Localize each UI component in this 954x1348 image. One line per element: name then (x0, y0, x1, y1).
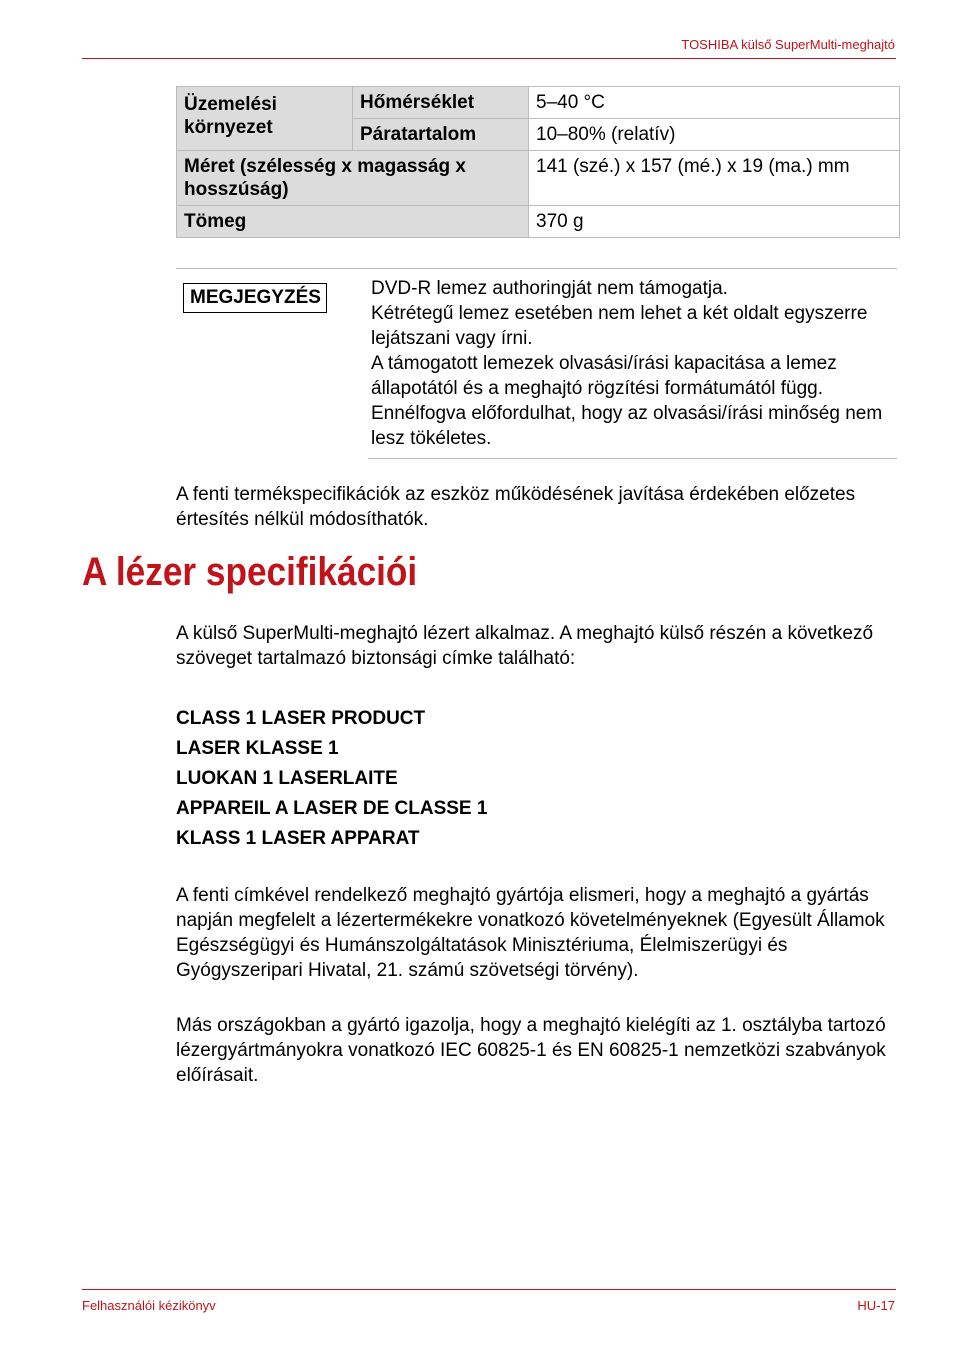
footer-rule (82, 1289, 896, 1290)
list-item: APPAREIL A LASER DE CLASSE 1 (176, 798, 488, 819)
list-item: CLASS 1 LASER PRODUCT (176, 708, 426, 729)
running-header: TOSHIBA külső SuperMulti-meghajtó (681, 37, 895, 52)
list-item: LUOKAN 1 LASERLAITE (176, 768, 398, 789)
list-item: KLASS 1 LASER APPARAT (176, 828, 420, 849)
note-badge: MEGJEGYZÉS (183, 283, 327, 313)
note-line: A támogatott lemezek olvasási/írási kapacitása a lemez állapotától és a meghajtó rögzítési formátumától függ. Ennélfogva előfordulhat, hogy az olvasási/írási minőség nem lesz tökéletes. (371, 353, 883, 449)
note-bottom-rule (368, 458, 897, 459)
table-row (177, 87, 900, 119)
temperature-label: Hőmérséklet (353, 87, 529, 119)
page-number: HU-17 (857, 1298, 895, 1313)
note-line: DVD-R lemez authoringját nem támogatja. (371, 278, 728, 299)
footer-manual-title: Felhasználói kézikönyv (82, 1298, 216, 1313)
temperature-value: 5–40 °C (529, 87, 900, 119)
list-item: LASER KLASSE 1 (176, 738, 339, 759)
humidity-value: 10–80% (relatív) (529, 119, 900, 151)
weight-label: Tömeg (177, 206, 529, 238)
laser-intro: A külső SuperMulti-meghajtó lézert alkalmaz. A meghajtó külső részén a következő szöveget tartalmazó biztonsági címke található: (176, 623, 874, 669)
note-top-rule (176, 268, 897, 269)
size-label: Méret (szélesség x magasság x hosszúság) (177, 151, 529, 206)
compliance-paragraph-intl: Más országokban a gyártó igazolja, hogy a meghajtó kielégíti az 1. osztályba tartozó lézergyártmányokra vonatkozó IEC 60825-1 és EN 60825-1 nemzetközi szabványok előírásait. (176, 1015, 886, 1086)
table-row (177, 206, 900, 238)
humidity-label: Páratartalom (353, 119, 529, 151)
operating-env-label: Üzemelési környezet (177, 87, 353, 151)
header-rule (82, 58, 896, 59)
weight-value: 370 g (529, 206, 900, 238)
size-value: 141 (szé.) x 157 (mé.) x 19 (ma.) mm (529, 151, 900, 206)
laser-label-list (176, 704, 487, 854)
spec-disclaimer: A fenti termékspecifikációk az eszköz működésének javítása érdekében előzetes értesítés nélkül módosíthatók. (176, 484, 856, 530)
spec-table (176, 86, 900, 238)
section-heading: A lézer specifikációi (82, 550, 418, 594)
compliance-paragraph: A fenti címkével rendelkező meghajtó gyártója elismeri, hogy a meghajtó a gyártás napján megfelelt a lézertermékekre vonatkozó követelményeknek (Egyesült Államok Egészségügyi és Humánszolgáltatások Minisztériuma, Élelmiszerügyi és Gyógyszeripari Hivatal, 21. számú szövetségi törvény). (176, 885, 885, 981)
note-text (371, 276, 896, 451)
note-line: Kétrétegű lemez esetében nem lehet a két oldalt egyszerre lejátszani vagy írni. (371, 303, 868, 349)
table-row (177, 151, 900, 206)
